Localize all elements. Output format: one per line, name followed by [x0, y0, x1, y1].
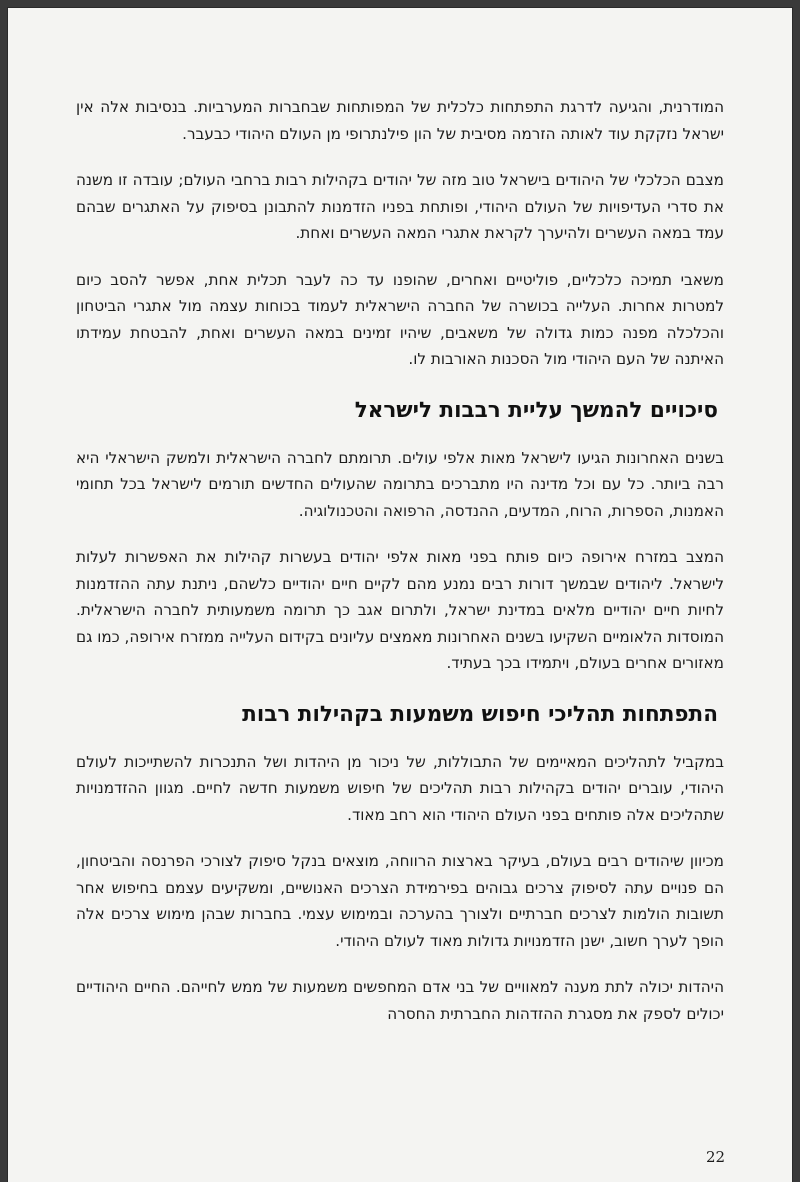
paragraph: משאבי תמיכה כלכליים, פוליטיים ואחרים, שהופנו עד כה לעבר תכלית אחת, אפשר להסב כיום למטרות אחרות. העלייה בכושרה של החברה הישראלית לעמוד בכוחות עצמה מול אתגרי הביטחון והכלכלה מפנה כמות גדולה של משאבים, שיהיו זמינים במאה העשרים ואחת, להבטחת עמידתו האיתנה של העם היהודי מול הסכנות האורבות לו. — [76, 270, 724, 368]
document-body — [76, 94, 724, 1047]
section-heading-aliyah: סיכויים להמשך עליית רבבות לישראל — [354, 397, 718, 423]
paragraph: בשנים האחרונות הגיעו לישראל מאות אלפי עולים. תרומתם לחברה הישראלית ולמשק הישראלי היא רבה ביותר. כל עם וכל מדינה היו מתברכים בתרומה שהעולים החדשים תורמים לישראל בכל תחומי האמנות, הספרות, הרוח, המדעים, ההנדסה, הרפואה והטכנולוגיה. — [76, 448, 724, 520]
paragraph: היהדות יכולה לתת מענה למאוויים של בני אדם המחפשים משמעות של ממש לחייהם. החיים היהודיים יכולים לספק את מסגרת ההזדהות החברתית החסרה — [76, 978, 724, 1023]
paragraph: במקביל לתהליכים המאיימים של התבוללות, של ניכור מן היהדות ושל התנכרות להשתייכות לעולם היהודי, עוברים יהודים בקהילות רבות תהליכים של חיפוש משמעות חדשה לחיים. מגוון ההזדמנויות שתהליכים אלה פותחים בפני העולם היהודי הוא רחב מאוד. — [76, 752, 724, 824]
paragraph: המצב במזרח אירופה כיום פותח בפני מאות אלפי יהודים בעשרות קהילות את האפשרות לעלות לישראל. ליהודים שבמשך דורות רבים נמנע מהם לקיים חיים יהודיים כלשהם, ניתנת עתה ההזדמנות לחיות חיים יהודיים מלאים במדינת ישראל, ולתרום אגב כך תרומה משמעותית לחברה הישראלית. המוסדות הלאומיים השקיעו בשנים האחרונות מאמצים עליונים בקידום העלייה ממזרח אירופה, כמו גם מאזורים אחרים בעולם, ויתמידו בכך בעתיד. — [76, 548, 724, 672]
section-heading-meaning: התפתחות תהליכי חיפוש משמעות בקהילות רבות — [242, 701, 718, 727]
paragraph: מצבם הכלכלי של היהודים בישראל טוב מזה של יהודים בקהילות רבות ברחבי העולם; עובדה זו משנה את סדרי העדיפויות של העולם היהודי, ופותחת בפניו הזדמנות להתבונן בסיפוק על האתגרים שבהם עמד במאה העשרים ולהיערך לקראת אתגרי המאה העשרים ואחת. — [76, 171, 724, 242]
document-page — [8, 8, 792, 1182]
paragraph: מכיוון שיהודים רבים בעולם, בעיקר בארצות הרווחה, מוצאים בנקל סיפוק לצורכי הפרנסה והביטחון, הם פנויים עתה לסיפוק צרכים גבוהים בפירמידת הצרכים האנושיים, ומשקיעים עצמם בחיפוש אחר תשובות הולמות לצרכים חברתיים ולצורך בהערכה ובמימוש עצמי. בחברות שבהן מימוש צרכים אלה הופך לערך חשוב, ישנן הזדמנויות גדולות מאוד לעולם היהודי. — [76, 852, 724, 950]
paragraph: המודרנית, והגיעה לדרגת התפתחות כלכלית של המפותחות שבחברות המערביות. בנסיבות אלה אין ישראל נזקקת עוד לאותה הזרמה מסיבית של הון פילנתרופי מן העולם היהודי כבעבר. — [76, 98, 724, 143]
page-number: 22 — [706, 1148, 726, 1166]
